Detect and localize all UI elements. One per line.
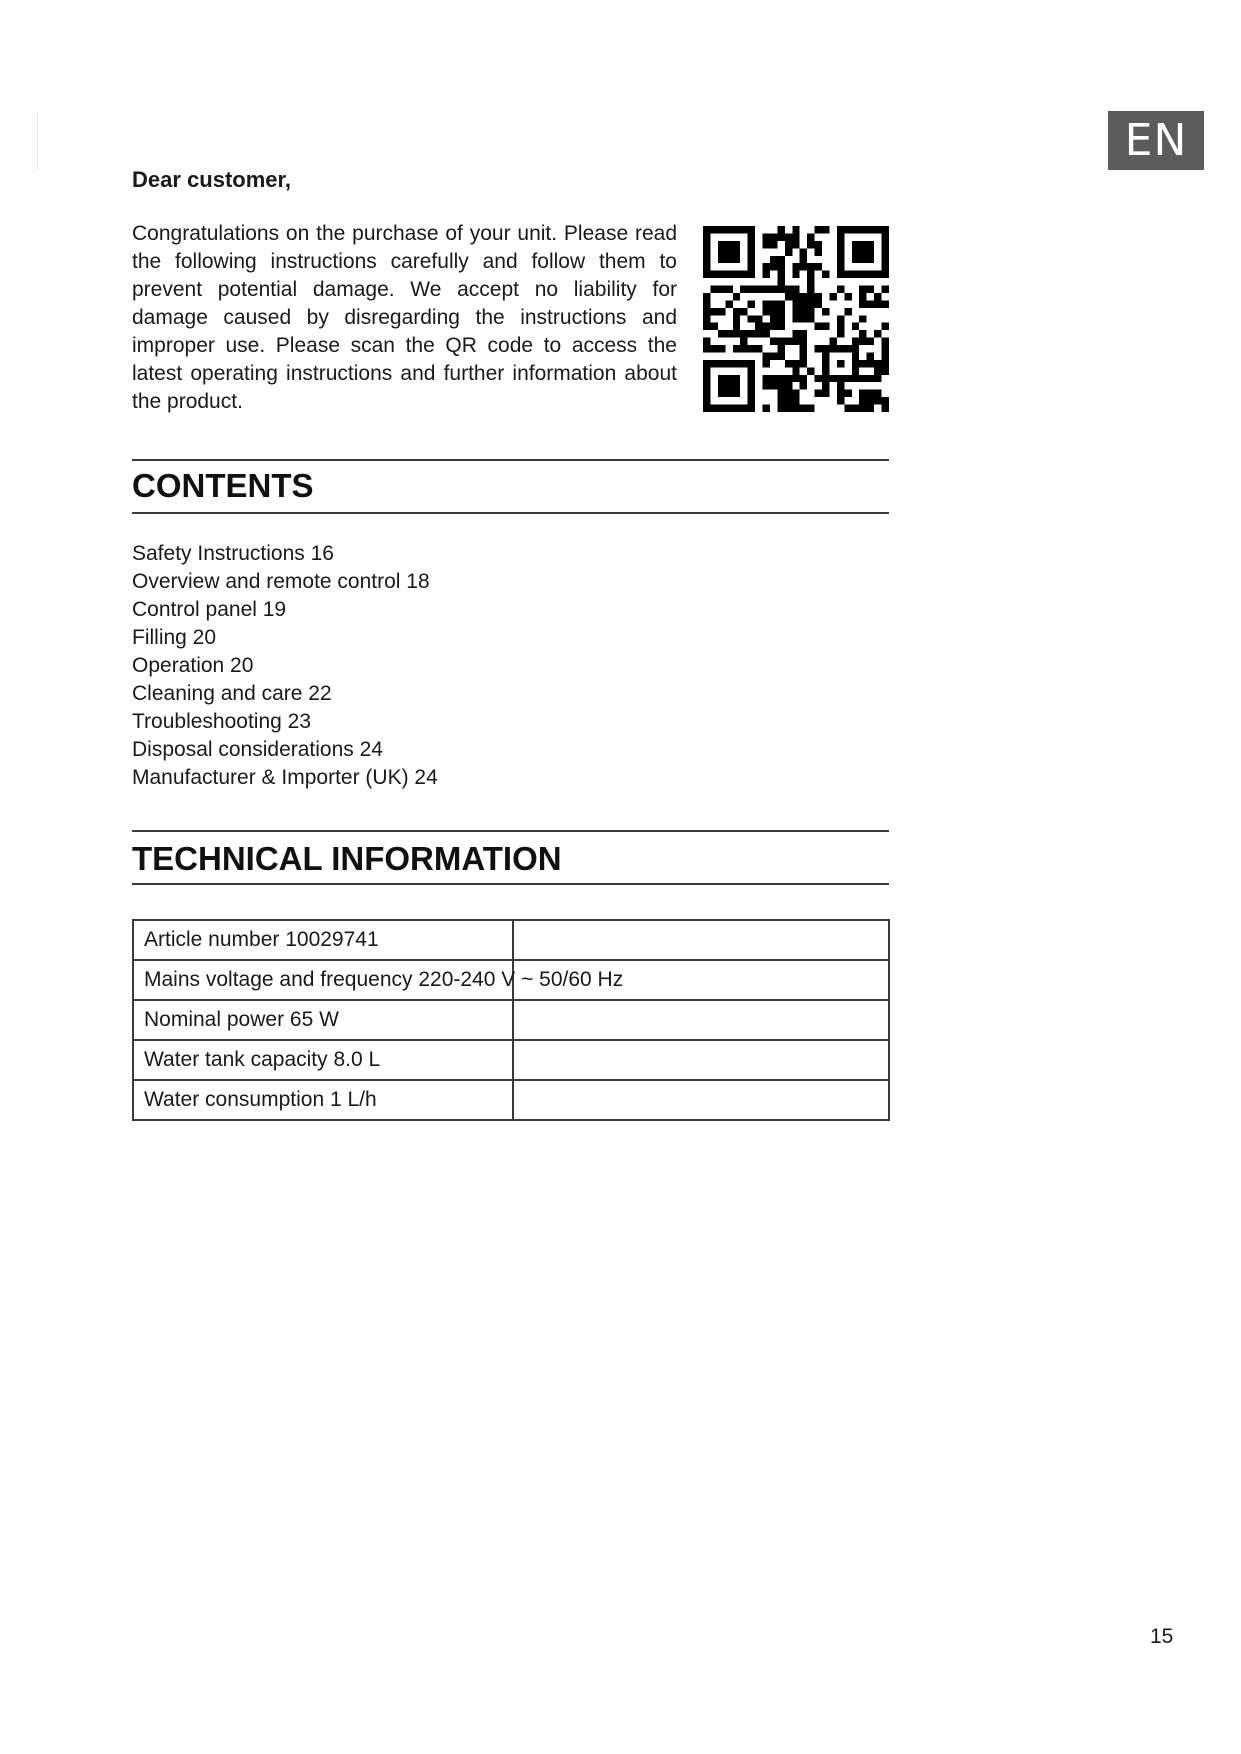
technical-table: [132, 919, 890, 1121]
contents-item[interactable]: Cleaning and care 22: [132, 682, 332, 705]
language-badge: EN: [1108, 111, 1204, 170]
technical-heading: TECHNICAL INFORMATION: [132, 840, 562, 877]
contents-rule-top: [132, 459, 889, 461]
table-row: [133, 1040, 889, 1080]
table-cell: Water tank capacity 8.0 L: [133, 1040, 513, 1080]
table-row: [133, 1000, 889, 1040]
contents-item[interactable]: Manufacturer & Importer (UK) 24: [132, 766, 438, 789]
table-cell-empty: [513, 920, 889, 960]
qr-code-icon[interactable]: [703, 226, 889, 412]
contents-item[interactable]: Disposal considerations 24: [132, 738, 383, 761]
contents-item[interactable]: Troubleshooting 23: [132, 710, 312, 733]
technical-rule-top: [132, 830, 889, 832]
contents-item[interactable]: Overview and remote control 18: [132, 570, 430, 593]
contents-heading: CONTENTS: [132, 467, 314, 504]
table-cell: Nominal power 65 W: [133, 1000, 513, 1040]
table-cell: Water consumption 1 L/h: [133, 1080, 513, 1120]
contents-item[interactable]: Safety Instructions 16: [132, 542, 334, 565]
table-row: [133, 1080, 889, 1120]
contents-item[interactable]: Filling 20: [132, 626, 217, 649]
intro-paragraph: Congratulations on the purchase of your unit. Please read the following instructions carefully and follow them to prevent potential damage. We accept no liability for damage caused by disregarding the instructions and improper use. Please scan the QR code to access the latest operating instructions and further information about the product.: [132, 222, 677, 413]
contents-rule-bottom: [132, 512, 889, 514]
technical-rule-bottom: [132, 883, 889, 885]
table-cell: Article number 10029741: [133, 920, 513, 960]
table-cell-empty: [513, 1040, 889, 1080]
margin-guide-line: [37, 112, 38, 170]
table-cell: Mains voltage and frequency 220-240 V ~ 50/60 Hz: [133, 960, 513, 1000]
contents-item[interactable]: Operation 20: [132, 654, 254, 677]
table-cell-empty: [513, 1000, 889, 1040]
table-row: [133, 960, 889, 1000]
greeting-heading: Dear customer,: [132, 167, 291, 192]
contents-item[interactable]: Control panel 19: [132, 598, 287, 621]
table-cell-empty: [513, 1080, 889, 1120]
contents-list: [132, 540, 438, 792]
table-row: [133, 920, 889, 960]
page-number: 15: [1150, 1625, 1174, 1648]
